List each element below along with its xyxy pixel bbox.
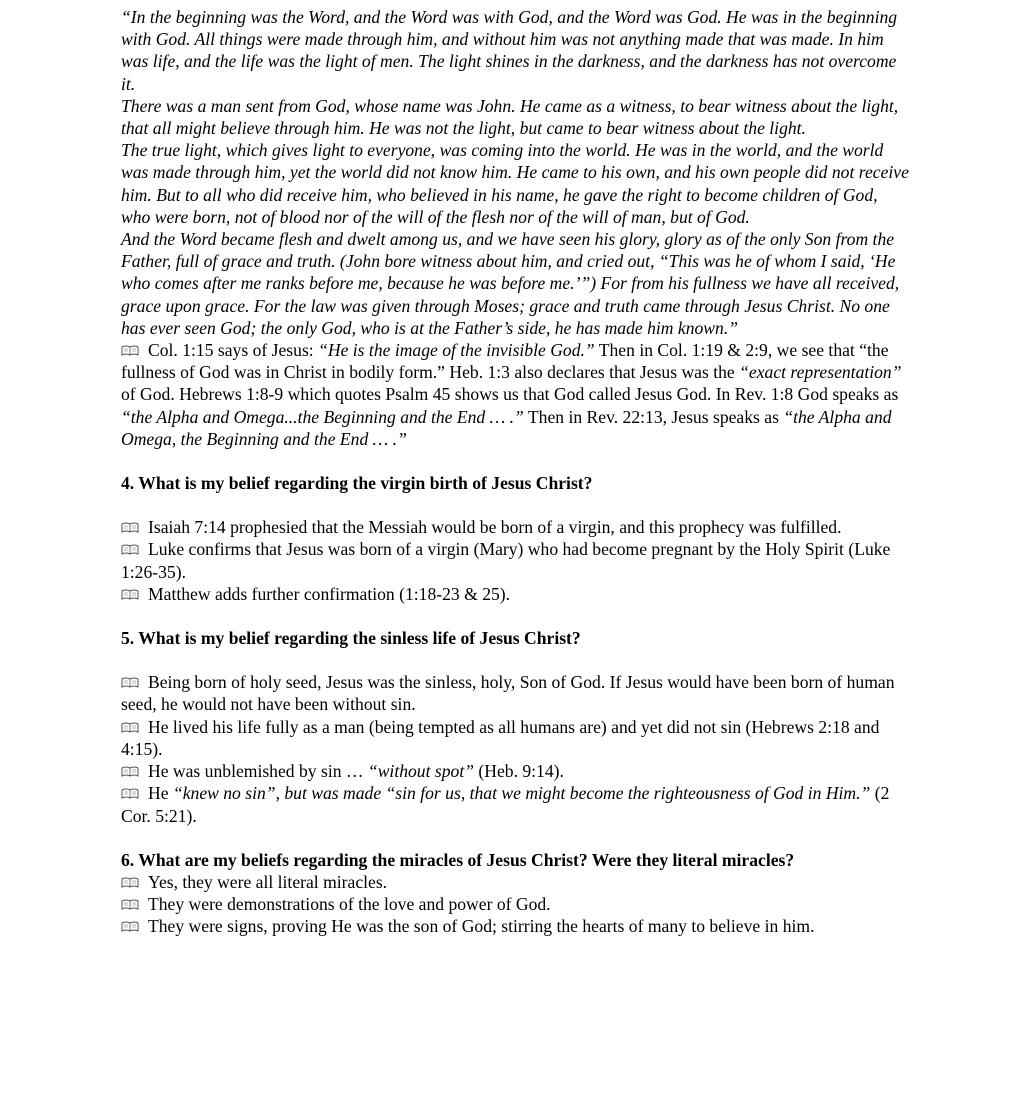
open-book-icon [121, 676, 139, 689]
list-item [121, 671, 911, 715]
list-item-italic: “without spot” [367, 761, 474, 782]
list-item-text: Being born of holy seed, Jesus was the sinless, holy, Son of God. If Jesus would have been born of human seed, he would not have been without sin. [121, 672, 895, 715]
list-item [121, 893, 911, 915]
list-item-text: (Heb. 9:14). [474, 761, 564, 782]
question-4-section [121, 472, 911, 605]
list-item [121, 871, 911, 893]
quote-paragraph-1: “In the beginning was the Word, and the Word was with God, and the Word was God. He was in the beginning with God. All things were made through him, and without him was not anything made that was made. In him was life, and the life was the light of men. The light shines in the darkness, and the darkness has not overcome it. [121, 7, 898, 94]
col-ref-italic-3: “the Alpha and Omega...the Beginning and the End … .” [121, 406, 524, 427]
open-book-icon [121, 721, 139, 734]
open-book-icon [121, 920, 139, 933]
open-book-icon [121, 543, 139, 556]
list-item [121, 516, 911, 538]
col-ref-italic-4: “the Alpha and Omega, the Beginning and the End … .” [121, 406, 892, 449]
list-item-italic: “knew no sin”, but was made “sin for us, that we might become the righteousness of God in Him.” [172, 783, 871, 804]
open-book-icon [121, 344, 139, 357]
col-ref-italic-2: “exact representation” [739, 362, 902, 383]
list-item [121, 760, 911, 782]
list-item-text: He lived his life fully as a man (being tempted as all humans are) and yet did not sin (Hebrews 2:18 and 4:15). [121, 716, 880, 759]
list-item [121, 915, 911, 937]
list-item-text: Yes, they were all literal miracles. [148, 871, 388, 892]
list-item-text: (2 Cor. 5:21). [121, 783, 890, 826]
col-ref-text-4: Then in Rev. 22:13, Jesus speaks as [523, 406, 784, 427]
open-book-icon [121, 876, 139, 889]
quote-paragraph-4: And the Word became flesh and dwelt among us, and we have seen his glory, glory as of the only Son from the Father, full of grace and truth. (John bore witness about him, and cried out, “This was he of whom I said, ‘He who comes after me ranks before me, because he was before me.’”) For from his fullness we have all received, grace upon grace. For the law was given through Moses; grace and truth came through Jesus Christ. No one has ever seen God; the only God, who is at the Father’s side, he has made him known.” [121, 229, 900, 338]
quote-paragraph-3: The true light, which gives light to everyone, was coming into the world. He was in the world, and the world was made through him, yet the world did not know him. He came to his own, and his own people did not receive him. But to all who did receive him, who believed in his name, he gave the right to become children of God, who were born, not of blood nor of the will of the flesh nor of the will of man, but of God. [121, 140, 909, 227]
question-5-section [121, 627, 911, 827]
quote-paragraph-2: There was a man sent from God, whose name was John. He came as a witness, to bear witness about the light, that all might believe through him. He was not the light, but came to bear witness about the light. [121, 95, 899, 139]
list-item-text: They were demonstrations of the love and power of God. [148, 894, 551, 915]
list-item [121, 583, 911, 605]
document-page [121, 6, 911, 938]
question-5-heading: 5. What is my belief regarding the sinless life of Jesus Christ? [121, 628, 581, 649]
list-item-text: Luke confirms that Jesus was born of a virgin (Mary) who had become pregnant by the Holy Spirit (Luke 1:26-35). [121, 539, 891, 582]
list-item [121, 716, 911, 760]
col-ref-text-1: Col. 1:15 says of Jesus: [148, 340, 319, 361]
list-item-text: Isaiah 7:14 prophesied that the Messiah would be born of a virgin, and this prophecy was fulfilled. [148, 517, 842, 538]
list-item [121, 782, 911, 826]
list-item-text: He [148, 783, 173, 804]
list-item-text: He was unblemished by sin … [148, 761, 368, 782]
question-6-section [121, 849, 911, 938]
john-1-quote [121, 6, 911, 339]
open-book-icon [121, 787, 139, 800]
question-4-heading: 4. What is my belief regarding the virgin birth of Jesus Christ? [121, 473, 593, 494]
col-ref-text-2: Then in Col. 1:19 & 2:9, we see that “the fullness of God was in Christ in bodily form.” Heb. 1:3 also declares that Jesus was the [121, 340, 889, 383]
list-item-text: They were signs, proving He was the son of God; stirring the hearts of many to believe in him. [148, 916, 815, 937]
col-reference-paragraph [121, 339, 911, 450]
open-book-icon [121, 588, 139, 601]
open-book-icon [121, 521, 139, 534]
col-ref-text-3: of God. Hebrews 1:8-9 which quotes Psalm 45 shows us that God called Jesus God. In Rev. 1:8 God speaks as [121, 384, 899, 405]
col-ref-italic-1: “He is the image of the invisible God.” [318, 340, 595, 361]
question-6-heading: 6. What are my beliefs regarding the miracles of Jesus Christ? Were they literal miracles? [121, 849, 795, 870]
list-item [121, 538, 911, 582]
list-item-text: Matthew adds further confirmation (1:18-23 & 25). [148, 583, 511, 604]
open-book-icon [121, 898, 139, 911]
open-book-icon [121, 765, 139, 778]
